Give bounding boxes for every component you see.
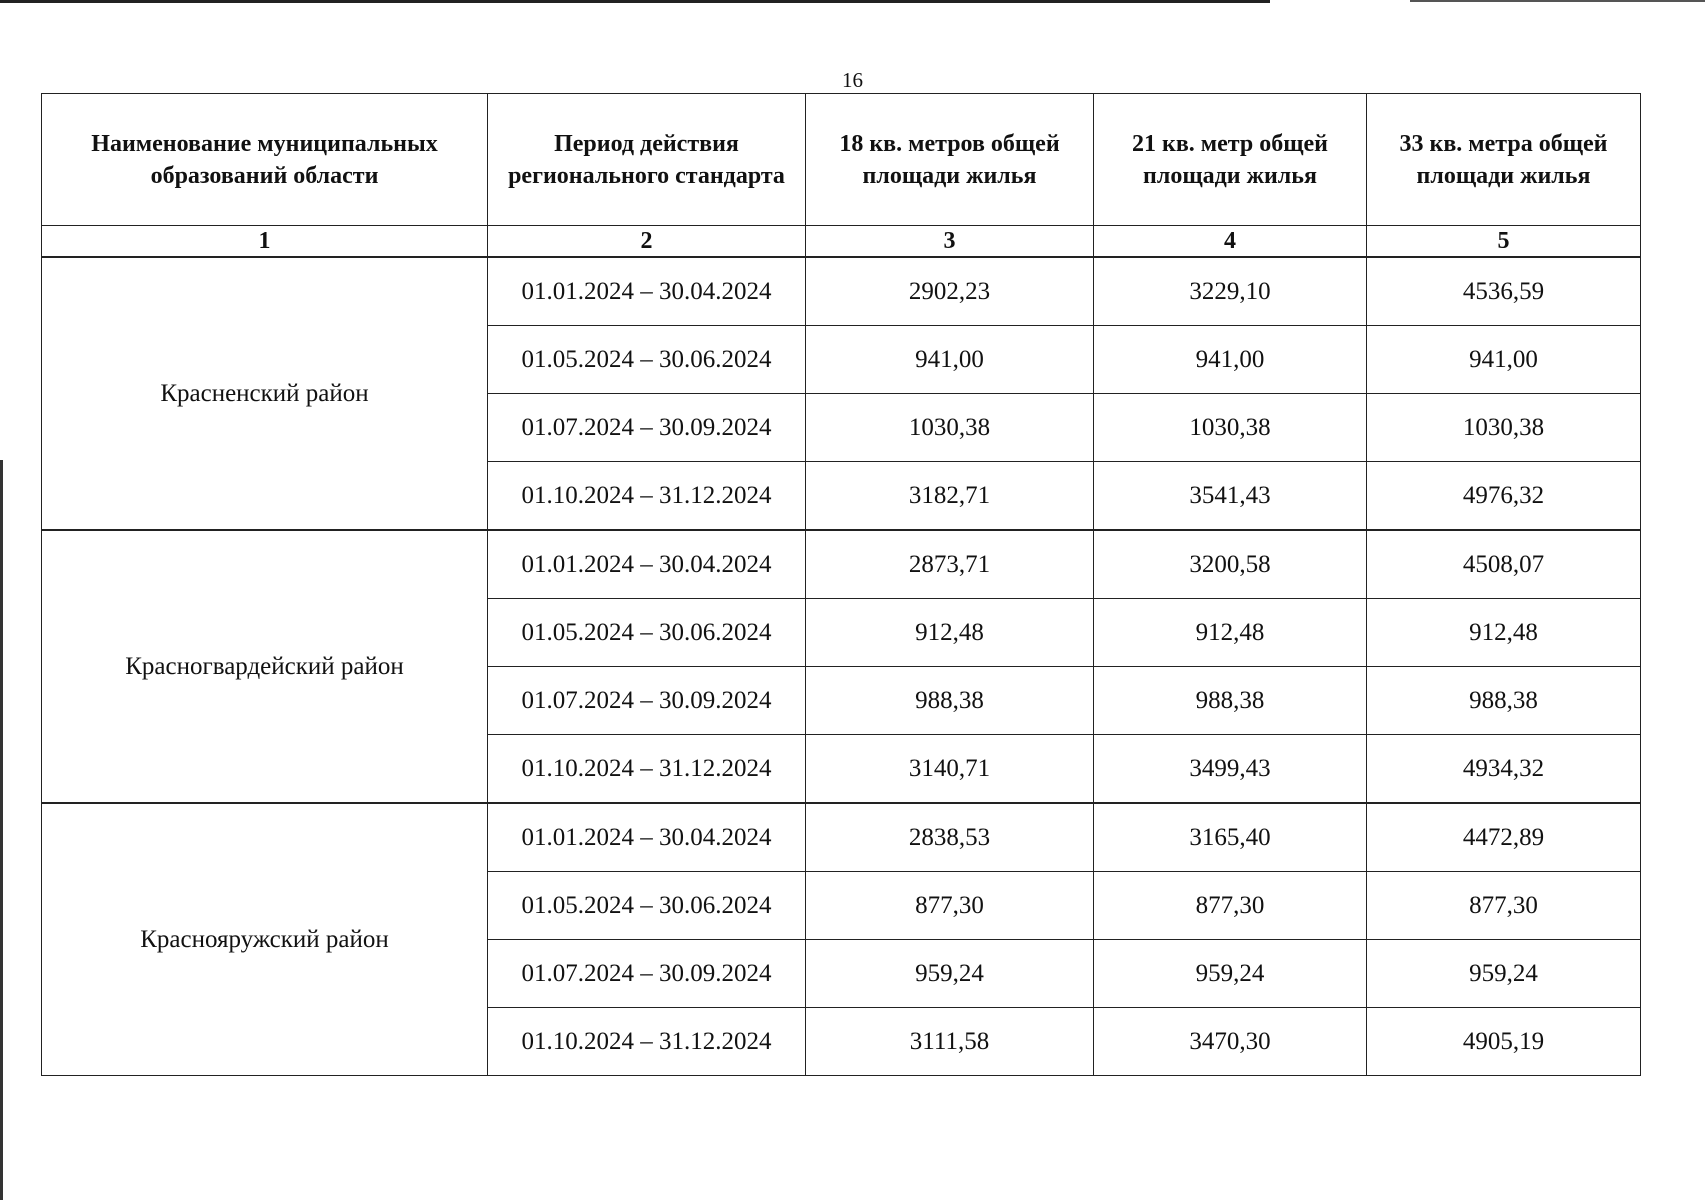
column-number: 3 xyxy=(806,226,1094,258)
value-33sqm: 4905,19 xyxy=(1367,1008,1641,1076)
value-18sqm: 941,00 xyxy=(806,326,1094,394)
value-33sqm: 941,00 xyxy=(1367,326,1641,394)
value-21sqm: 3165,40 xyxy=(1094,803,1367,872)
header-municipality: Наименование муниципальных образований области xyxy=(42,94,488,226)
value-18sqm: 2873,71 xyxy=(806,530,1094,599)
period-cell: 01.05.2024 – 30.06.2024 xyxy=(488,599,806,667)
column-number: 2 xyxy=(488,226,806,258)
period-cell: 01.07.2024 – 30.09.2024 xyxy=(488,667,806,735)
value-18sqm: 2902,23 xyxy=(806,257,1094,326)
period-cell: 01.05.2024 – 30.06.2024 xyxy=(488,872,806,940)
period-cell: 01.07.2024 – 30.09.2024 xyxy=(488,940,806,1008)
district-name: Красненский район xyxy=(42,257,488,530)
scan-border-left xyxy=(0,460,3,1200)
period-cell: 01.10.2024 – 31.12.2024 xyxy=(488,462,806,531)
value-21sqm: 3470,30 xyxy=(1094,1008,1367,1076)
value-21sqm: 3229,10 xyxy=(1094,257,1367,326)
value-21sqm: 912,48 xyxy=(1094,599,1367,667)
value-33sqm: 959,24 xyxy=(1367,940,1641,1008)
period-cell: 01.10.2024 – 31.12.2024 xyxy=(488,735,806,804)
value-21sqm: 941,00 xyxy=(1094,326,1367,394)
column-number: 5 xyxy=(1367,226,1641,258)
scan-border-top xyxy=(0,0,1270,3)
table-row xyxy=(42,257,1641,326)
table-row xyxy=(42,530,1641,599)
period-cell: 01.01.2024 – 30.04.2024 xyxy=(488,803,806,872)
period-cell: 01.07.2024 – 30.09.2024 xyxy=(488,394,806,462)
value-33sqm: 4536,59 xyxy=(1367,257,1641,326)
period-cell: 01.01.2024 – 30.04.2024 xyxy=(488,530,806,599)
value-33sqm: 4976,32 xyxy=(1367,462,1641,531)
value-33sqm: 4934,32 xyxy=(1367,735,1641,804)
regional-standard-table xyxy=(41,93,1641,1076)
column-number: 1 xyxy=(42,226,488,258)
table-row xyxy=(42,803,1641,872)
value-18sqm: 3140,71 xyxy=(806,735,1094,804)
value-21sqm: 877,30 xyxy=(1094,872,1367,940)
value-18sqm: 2838,53 xyxy=(806,803,1094,872)
period-cell: 01.05.2024 – 30.06.2024 xyxy=(488,326,806,394)
column-number-row xyxy=(42,226,1641,258)
value-21sqm: 1030,38 xyxy=(1094,394,1367,462)
value-33sqm: 877,30 xyxy=(1367,872,1641,940)
district-name: Красногвардейский район xyxy=(42,530,488,803)
value-33sqm: 912,48 xyxy=(1367,599,1641,667)
value-33sqm: 4508,07 xyxy=(1367,530,1641,599)
column-number: 4 xyxy=(1094,226,1367,258)
value-18sqm: 959,24 xyxy=(806,940,1094,1008)
value-33sqm: 4472,89 xyxy=(1367,803,1641,872)
value-21sqm: 3200,58 xyxy=(1094,530,1367,599)
value-33sqm: 988,38 xyxy=(1367,667,1641,735)
value-21sqm: 3499,43 xyxy=(1094,735,1367,804)
value-18sqm: 877,30 xyxy=(806,872,1094,940)
value-18sqm: 3111,58 xyxy=(806,1008,1094,1076)
value-18sqm: 3182,71 xyxy=(806,462,1094,531)
value-33sqm: 1030,38 xyxy=(1367,394,1641,462)
value-21sqm: 988,38 xyxy=(1094,667,1367,735)
value-18sqm: 988,38 xyxy=(806,667,1094,735)
header-18sqm: 18 кв. метров общей площади жилья xyxy=(806,94,1094,226)
scan-border-top-right xyxy=(1410,0,1705,2)
district-name: Краснояружский район xyxy=(42,803,488,1076)
value-21sqm: 959,24 xyxy=(1094,940,1367,1008)
page-number: 16 xyxy=(842,68,863,92)
period-cell: 01.10.2024 – 31.12.2024 xyxy=(488,1008,806,1076)
header-33sqm: 33 кв. метра общей площади жилья xyxy=(1367,94,1641,226)
period-cell: 01.01.2024 – 30.04.2024 xyxy=(488,257,806,326)
value-18sqm: 1030,38 xyxy=(806,394,1094,462)
header-row xyxy=(42,94,1641,226)
header-21sqm: 21 кв. метр общей площади жилья xyxy=(1094,94,1367,226)
header-period: Период действия регионального стандарта xyxy=(488,94,806,226)
value-18sqm: 912,48 xyxy=(806,599,1094,667)
value-21sqm: 3541,43 xyxy=(1094,462,1367,531)
